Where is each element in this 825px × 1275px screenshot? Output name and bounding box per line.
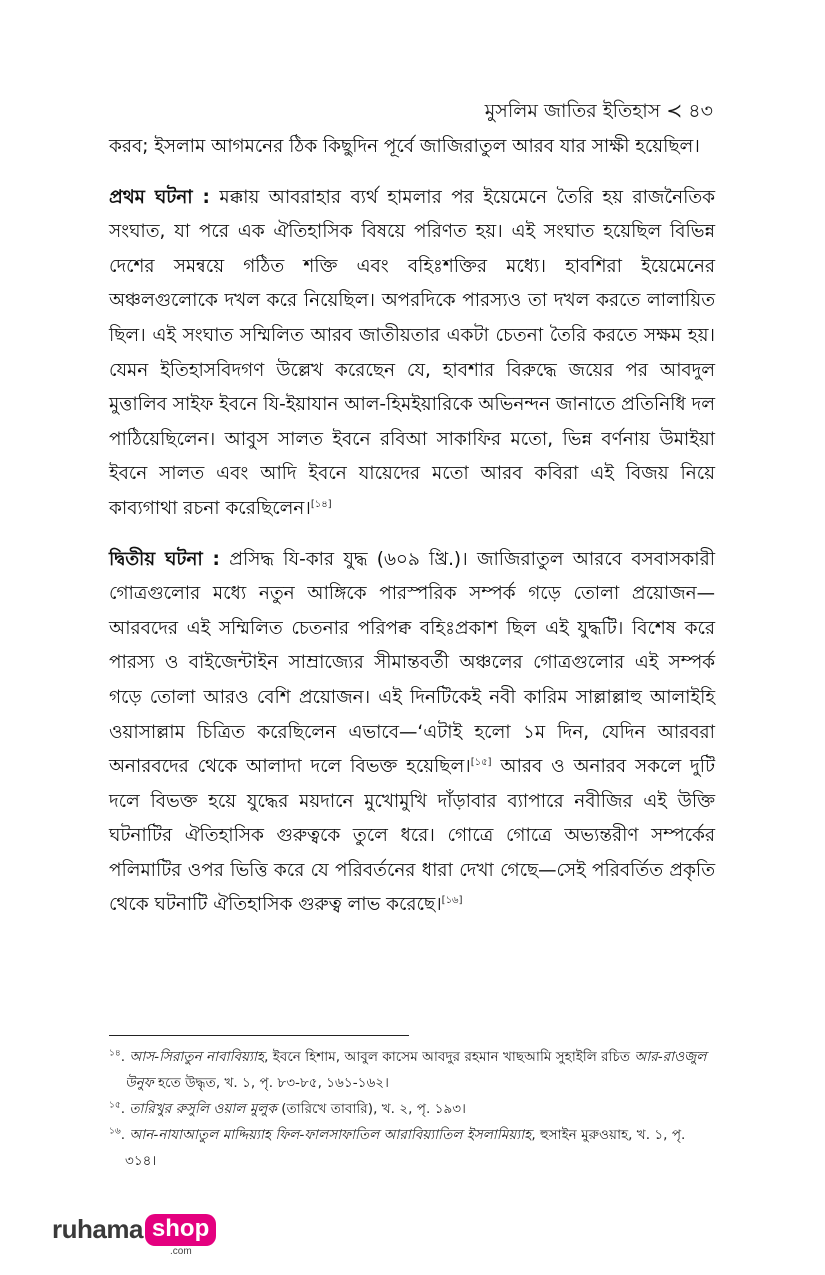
footnote-ref-15[interactable]: [১৫] xyxy=(470,756,492,768)
footnote-text: (তারিখে তাবারি), খ. ২, পৃ. ১৯৩। xyxy=(276,1101,466,1117)
paragraph-continuation xyxy=(109,130,715,165)
footnote-divider xyxy=(109,1035,409,1036)
paragraph-first-event xyxy=(109,181,715,527)
footnote-14: $^{১৪}$. আস-সিরাতুন নাবাবিয়্যাহ, ইবনে হিশাম, আবুল কাসেম আবদুর রহমান খাছআমি সুহাইলি রচিত আর-রাওজুল উনুফ হতে উদ্ধৃত, খ. ১, পৃ. ৮৩-৮৫, ১৬১-১৬২। xyxy=(109,1048,707,1091)
footnote-text: , ইবনে হিশাম, আবুল কাসেম আবদুর রহমান খাছআমি সুহাইলি রচিত xyxy=(264,1049,635,1065)
paragraph-text: মক্কায় আবরাহার ব্যর্থ হামলার পর ইয়েমেনে তৈরি হয় রাজনৈতিক সংঘাত, যা পরে এক ঐতিহাসিক বিষয়ে পরিণত হয়। এই সংঘাত হয়েছিল বিভিন্ন দেশের সমন্বয়ে গঠিত শক্তি এবং বহিঃশক্তির মধ্যে। হাবশিরা ইয়েমেনের অঞ্চলগুলোকে দখল করে নিয়েছিল। অপরদিকে পারস্যও তা দখল করতে লালায়িত ছিল। এই সংঘাত সম্মিলিত আরব জাতীয়তার একটা চেতনা তৈরি করতে সক্ষম হয়। যেমন ইতিহাসবিদগণ উল্লেখ করেছেন যে, হাবশার বিরুদ্ধে জয়ের পর আবদুল মুত্তালিব সাইফ ইবনে যি-ইয়াযান আল-হিমইয়ারিকে অভিনন্দন জানাতে প্রতিনিধি দল পাঠিয়েছিলেন। আবুস সালত ইবনে রবিআ সাকাফির মতো, ভিন্ন বর্ণনায় উমাইয়া ইবনে সালত এবং আদি ইবনে যায়েদের মতো আরব কবিরা এই বিজয় নিয়ে কাব্যগাথা রচনা করেছিলেন। xyxy=(109,186,716,519)
running-header: মুসলিম জাতির ইতিহাস ≺ ৪৩ xyxy=(484,100,713,122)
footnote-title: তারিখুর রুসুলি ওয়াল মুলুক xyxy=(129,1101,277,1117)
paragraph-lead: প্রথম ঘটনা : xyxy=(109,186,210,208)
footnote-15: $^{১৫}$. তারিখুর রুসুলি ওয়াল মুলুক (তারিখে তাবারি), খ. ২, পৃ. ১৯৩। xyxy=(109,1100,466,1117)
footnote-text: , হুসাইন মুরুওয়াহ, খ. ১, পৃ. ৩১৪। xyxy=(125,1127,686,1169)
ruhama-shop-logo[interactable] xyxy=(52,1214,216,1257)
footnote-number: ১৪ xyxy=(109,1048,121,1059)
footnote-number: ১৫ xyxy=(109,1100,121,1111)
footnote-16: $^{১৬}$. আন-নাযাআতুল মাদ্দিয়্যাহ ফিল-ফালসাফাতিল আরাবিয়্যাতিল ইসলামিয়্যাহ, হুসাইন মুরুওয়াহ, খ. ১, পৃ. ৩১৪। xyxy=(109,1126,686,1169)
paragraph-second-event xyxy=(109,543,715,924)
paragraph-text: করব; ইসলাম আগমনের ঠিক কিছুদিন পূর্বে জাজিরাতুল আরব যার সাক্ষী হয়েছিল। xyxy=(109,136,700,157)
footnote-source: আর-রাওজুল উনুফ xyxy=(125,1049,707,1091)
footnotes xyxy=(109,1044,715,1174)
main-text xyxy=(109,130,715,939)
footnote-title: আন-নাযাআতুল মাদ্দিয়্যাহ ফিল-ফালসাফাতিল আরাবিয়্যাতিল ইসলামিয়্যাহ xyxy=(129,1127,532,1143)
footnote-text: হতে উদ্ধৃত, খ. ১, পৃ. ৮৩-৮৫, ১৬১-১৬২। xyxy=(153,1075,389,1091)
footnote-ref-14[interactable]: [১৪] xyxy=(310,498,332,510)
footnote-number: ১৬ xyxy=(109,1126,121,1137)
footnote-ref-16[interactable]: [১৬] xyxy=(441,895,463,907)
paragraph-text: আরব ও অনারব সকলে দুটি দলে বিভক্ত হয়ে যুদ্ধের ময়দানে মুখোমুখি দাঁড়াবার ব্যাপারে নবীজির এই উক্তি ঘটনাটির ঐতিহাসিক গুরুত্বকে তুলে ধরে। গোত্রে গোত্রে অভ্যন্তরীণ সম্পর্কের পলিমাটির ওপর ভিত্তি করে যে পরিবর্তনের ধারা দেখা গেছে—সেই পরিবর্তিত প্রকৃতি থেকে ঘটনাটি ঐতিহাসিক গুরুত্ব লাভ করেছে। xyxy=(109,756,715,916)
logo-shop-badge: shop xyxy=(145,1214,216,1246)
paragraph-lead: দ্বিতীয় ঘটনা : xyxy=(109,548,220,570)
footnote-title: আস-সিরাতুন নাবাবিয়্যাহ xyxy=(129,1049,265,1065)
logo-domain: .com xyxy=(170,1246,192,1257)
paragraph-text: প্রসিদ্ধ যি-কার যুদ্ধ (৬০৯ খ্রি.)। জাজিরাতুল আরবে বসবাসকারী গোত্রগুলোর মধ্যে নতুন আঙ্গিকে পারস্পরিক সম্পর্ক গড়ে তোলা প্রয়োজন—আরবদের এই সম্মিলিত চেতনার পরিপক্ব বহিঃপ্রকাশ ছিল এই যুদ্ধটি। বিশেষ করে পারস্য ও বাইজেন্টাইন সাম্রাজ্যের সীমান্তবর্তী অঞ্চলের গোত্রগুলোর এই সম্পর্ক গড়ে তোলা আরও বেশি প্রয়োজন। এই দিনটিকেই নবী কারিম সাল্লাল্লাহু আলাইহি ওয়াসাল্লাম চিত্রিত করেছিলেন এভাবে—‘এটাই হলো ১ম দিন, যেদিন আরবরা অনারবদের থেকে আলাদা দলে বিভক্ত হয়েছিল। xyxy=(109,548,716,778)
logo-wordmark: ruhama xyxy=(52,1214,143,1244)
